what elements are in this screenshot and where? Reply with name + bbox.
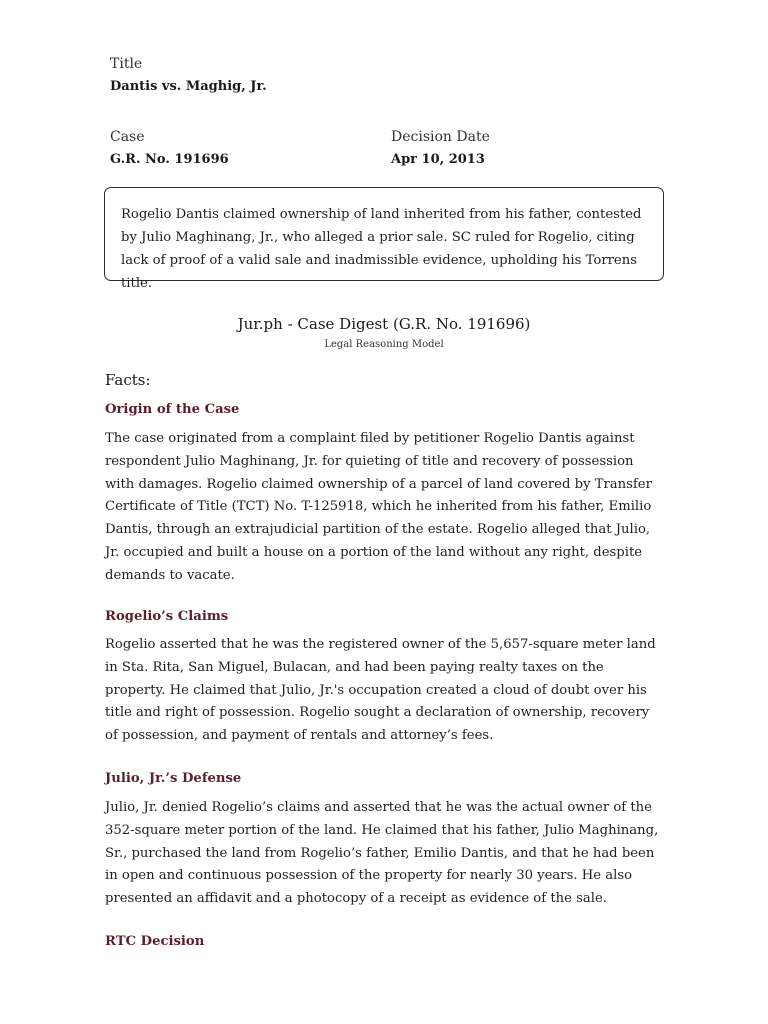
decision-date-value: Apr 10, 2013 (391, 152, 485, 167)
section-heading-defense: Julio, Jr.’s Defense (105, 771, 242, 786)
case-label: Case (110, 129, 145, 145)
case-value: G.R. No. 191696 (110, 152, 229, 167)
decision-date-label: Decision Date (391, 129, 490, 145)
section-body-origin: The case originated from a complaint filed by petitioner Rogelio Dantis against respondent Julio Maghinang, Jr. for quieting of title and recovery of possession with damages. Rogelio claimed ownership of a parcel of land covered by Transfer Certificate of Title (TCT) No. T-125918, which he inherited from his father, Emilio Dantis, through an extrajudicial partition of the estate. Rogelio alleged that Julio, Jr. occupied and built a house on a portion of the land without any right, despite demands to vacate. (105, 431, 652, 583)
digest-title: Jur.ph - Case Digest (G.R. No. 191696) (237, 315, 531, 333)
case-summary-box: Rogelio Dantis claimed ownership of land inherited from his father, contested by Julio Maghinang, Jr., who alleged a prior sale. SC ruled for Rogelio, citing lack of proof of a valid sale and inadmissible evidence, upholding his Torrens title. (104, 187, 664, 281)
title-value: Dantis vs. Maghig, Jr. (110, 79, 267, 94)
digest-subtitle: Legal Reasoning Model (324, 339, 444, 350)
title-label: Title (110, 56, 143, 72)
section-heading-rtc: RTC Decision (105, 934, 205, 949)
section-heading-claims: Rogelio’s Claims (105, 609, 229, 624)
section-body-defense: Julio, Jr. denied Rogelio’s claims and asserted that he was the actual owner of the 352-square meter portion of the land. He claimed that his father, Julio Maghinang, Sr., purchased the land from Rogelio’s father, Emilio Dantis, and that he had been in open and continuous possession of the property for nearly 30 years. He also presented an affidavit and a photocopy of a receipt as evidence of the sale. (105, 800, 659, 907)
section-heading-origin: Origin of the Case (105, 402, 240, 417)
case-block (110, 128, 229, 169)
section-body-claims: Rogelio asserted that he was the registered owner of the 5,657-square meter land in Sta. Rita, San Miguel, Bulacan, and had been paying realty taxes on the property. He claimed that Julio, Jr.'s occupation created a cloud of doubt over his title and right of possession. Rogelio sought a declaration of ownership, recovery of possession, and payment of rentals and attorney’s fees. (105, 637, 656, 744)
facts-heading: Facts: (105, 371, 151, 389)
decision-date-block (391, 128, 490, 169)
title-block (110, 55, 267, 96)
